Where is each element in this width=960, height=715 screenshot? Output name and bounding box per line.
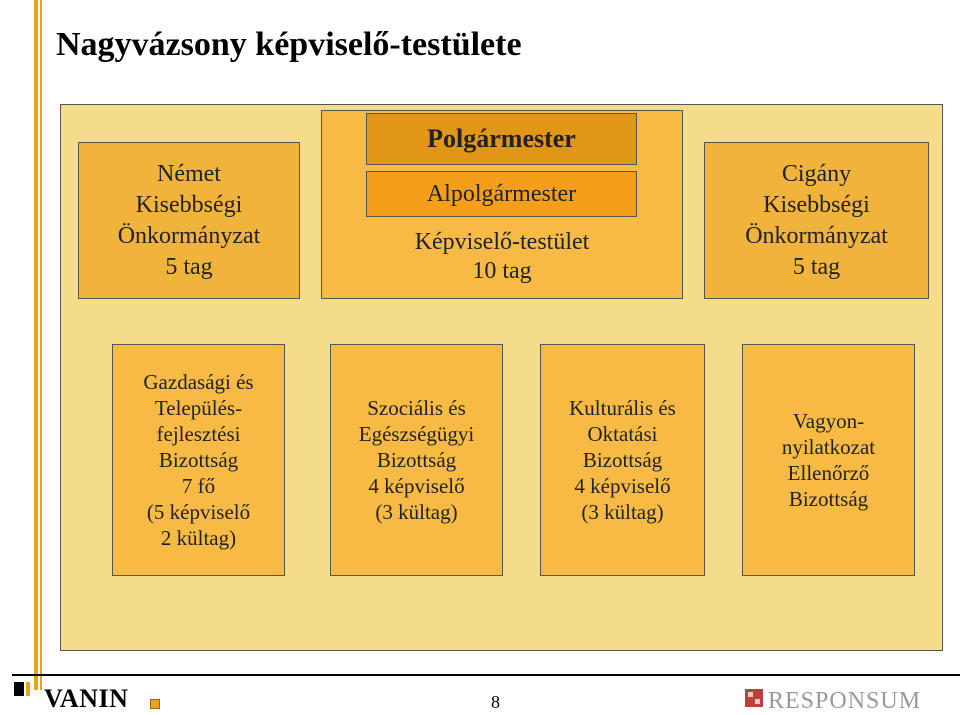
- economic-committee-line: Gazdasági és: [143, 370, 254, 394]
- asset-committee-line: Bizottság: [788, 487, 869, 511]
- cultural-committee-line: Kulturális és: [569, 396, 676, 420]
- roma-minority-box: [704, 142, 929, 299]
- responsum-logo-icon: [745, 689, 763, 707]
- page-number: 8: [491, 692, 500, 712]
- roma-minority-line-3: Önkormányzat: [745, 222, 888, 249]
- social-committee-line: Egészségügyi: [358, 422, 475, 446]
- roma-minority-line-4: 5 tag: [792, 253, 841, 280]
- responsum-logo: RESPONSUM: [768, 688, 922, 714]
- social-committee-line: Szociális és: [367, 396, 466, 420]
- economic-committee-line: fejlesztési: [156, 422, 241, 446]
- social-committee-box: [330, 344, 503, 576]
- left-accent-line: [34, 0, 38, 690]
- roma-minority-line-1: Cigány: [781, 160, 852, 187]
- vanin-logo: VANIN: [44, 684, 129, 713]
- economic-committee-line: 7 fő: [181, 474, 216, 498]
- left-accent-line-thin: [40, 0, 42, 690]
- cultural-committee-line: Bizottság: [582, 448, 663, 472]
- economic-committee-box: [112, 344, 285, 576]
- german-minority-line-4: 5 tag: [165, 253, 213, 280]
- roma-minority-line-2: Kisebbségi: [763, 191, 870, 218]
- social-committee-line: 4 képviselő: [368, 474, 465, 498]
- vanin-logo-mark-accent: [26, 682, 30, 696]
- cultural-committee-box: [540, 344, 705, 576]
- council-label: [321, 228, 683, 286]
- german-minority-line-1: Német: [157, 160, 221, 187]
- council-label-line-1: Képviselő-testület: [414, 229, 590, 255]
- economic-committee-line: (5 képviselő: [146, 500, 251, 524]
- mayor-box: Polgármester: [366, 113, 637, 165]
- vanin-logo-mark: [14, 682, 24, 696]
- deputy-mayor-box: Alpolgármester: [366, 171, 637, 217]
- asset-committee-line: Vagyon-: [792, 409, 865, 433]
- economic-committee-line: Bizottság: [158, 448, 239, 472]
- german-minority-box: [78, 142, 300, 299]
- page-title: Nagyvázsony képviselő-testülete: [56, 26, 522, 63]
- social-committee-line: Bizottság: [376, 448, 457, 472]
- german-minority-line-3: Önkormányzat: [117, 222, 261, 249]
- german-minority-line-2: Kisebbségi: [135, 191, 243, 218]
- economic-committee-line: 2 kültag): [160, 526, 237, 550]
- social-committee-line: (3 kültag): [375, 500, 458, 524]
- asset-declaration-committee-box: [742, 344, 915, 576]
- cultural-committee-line: 4 képviselő: [574, 474, 671, 498]
- asset-committee-line: Ellenőrző: [787, 461, 870, 485]
- cultural-committee-line: Oktatási: [587, 422, 658, 446]
- council-label-line-2: 10 tag: [472, 258, 532, 284]
- cultural-committee-line: (3 kültag): [581, 500, 664, 524]
- asset-committee-line: nyilatkozat: [781, 435, 876, 459]
- footer-divider: [12, 674, 960, 676]
- vanin-square-icon: [150, 699, 160, 709]
- economic-committee-line: Település-: [154, 396, 243, 420]
